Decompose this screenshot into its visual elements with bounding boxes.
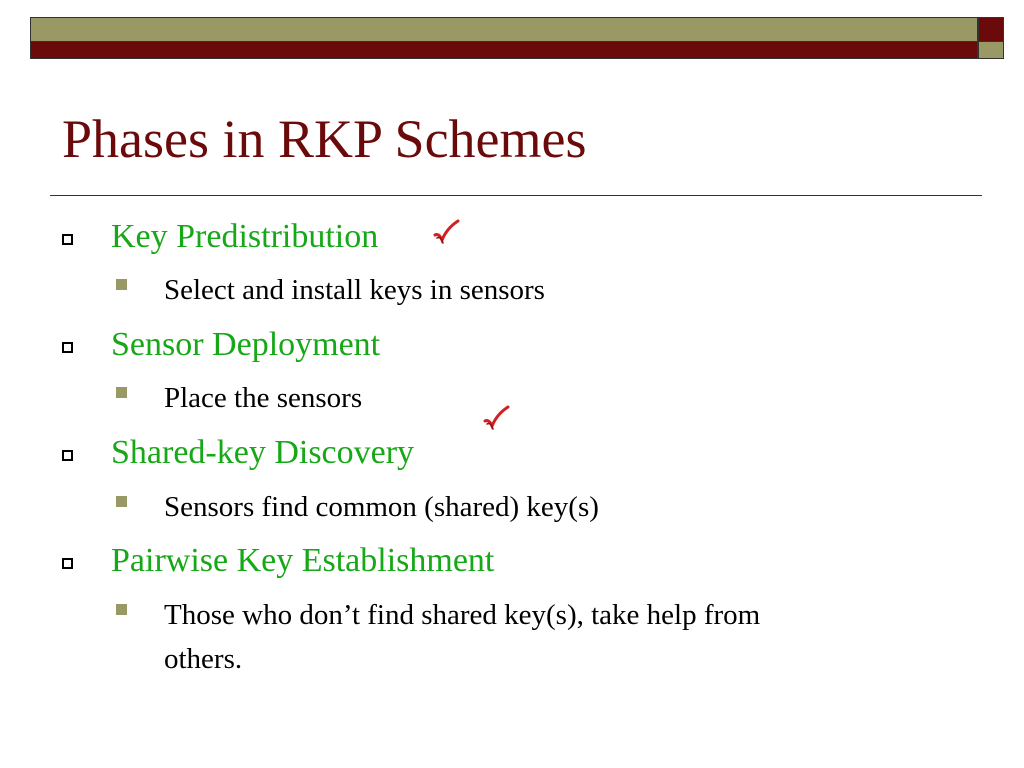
hollow-square-icon xyxy=(62,450,73,461)
sub-bullet-line-1: Those who don’t find shared key(s), take help from xyxy=(164,599,761,631)
bullet-text: Shared-key Discovery xyxy=(111,434,415,471)
sub-bullet-shared-key-discovery xyxy=(116,485,599,529)
hollow-square-icon xyxy=(62,234,73,245)
checkmark-icon xyxy=(432,218,462,248)
filled-square-icon xyxy=(116,387,127,398)
bullet-sensor-deployment xyxy=(62,325,380,365)
header-corner-red xyxy=(978,17,1004,42)
filled-square-icon xyxy=(116,496,127,507)
slide-title: Phases in RKP Schemes xyxy=(62,109,587,169)
hollow-square-icon xyxy=(62,558,73,569)
hollow-square-icon xyxy=(62,342,73,353)
checkmark-icon xyxy=(482,404,512,434)
bullet-pairwise-key-establishment xyxy=(62,541,494,581)
bullet-text: Pairwise Key Establishment xyxy=(111,542,495,579)
bullet-shared-key-discovery xyxy=(62,433,414,473)
filled-square-icon xyxy=(116,279,127,290)
sub-bullet-text xyxy=(164,593,760,681)
title-divider xyxy=(50,195,982,196)
header-band-olive xyxy=(30,17,978,42)
sub-bullet-line-2: others. xyxy=(164,643,243,675)
sub-bullet-key-predistribution xyxy=(116,268,545,312)
bullet-text: Sensor Deployment xyxy=(111,326,381,363)
filled-square-icon xyxy=(116,604,127,615)
sub-bullet-text: Sensors find common (shared) key(s) xyxy=(164,491,599,523)
sub-bullet-pairwise-key-establishment xyxy=(116,593,760,681)
sub-bullet-text: Select and install keys in sensors xyxy=(164,274,545,306)
bullet-key-predistribution xyxy=(62,217,378,257)
bullet-text: Key Predistribution xyxy=(111,218,379,255)
sub-bullet-sensor-deployment xyxy=(116,376,362,420)
header-band-red xyxy=(30,42,978,59)
sub-bullet-text: Place the sensors xyxy=(164,382,363,414)
header-corner-olive xyxy=(978,42,1004,59)
